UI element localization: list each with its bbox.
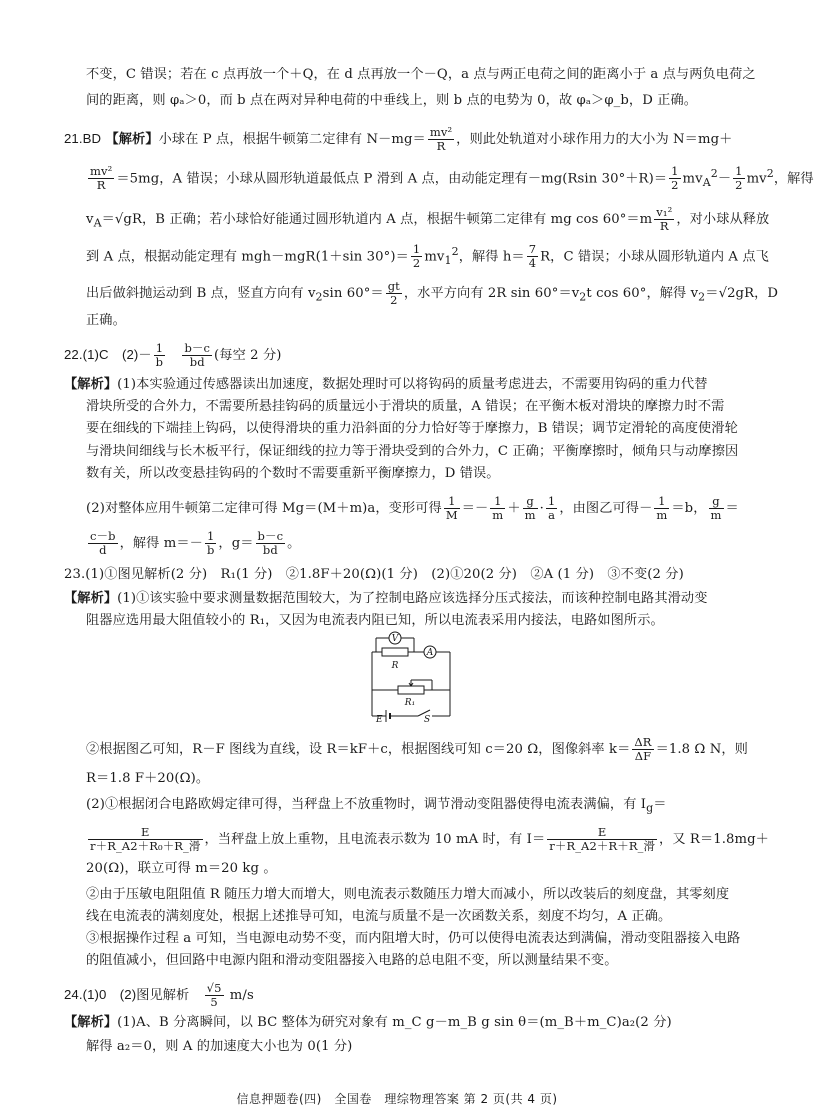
- text-span: ＝√2gR，D: [705, 286, 779, 301]
- fraction: $\frac{E}{\text{r＋R\_A2＋R₀＋R\_滑}}$: [90, 825, 201, 853]
- fraction: $\frac{1}{m}$: [492, 494, 504, 522]
- text-span: ·: [539, 501, 544, 516]
- text-line: 与滑块间细线与长木板平行，保证细线的拉力等于滑块受到的合外力，C 正确；平衡摩擦时，倾角只与动摩擦因: [86, 444, 739, 459]
- text-line: 20(Ω)，联立可得 m＝20 kg 。: [86, 861, 277, 876]
- text-line: [86, 826, 769, 853]
- fraction: $\frac{b-c}{bd}$: [184, 341, 211, 369]
- text-span: ＝1.8 Ω N，则: [655, 742, 748, 757]
- question-22-answer: 22.(1)C (2)－: [64, 347, 152, 362]
- text-line: 间的距离，则 φₐ＞0，而 b 点在两对异种电荷的中垂线上，则 b 点的电势为 0，故 φₐ＞φ_b，D 正确。: [86, 93, 698, 108]
- fraction: $\frac{E}{\text{r＋R\_A2＋R＋R\_滑}}$: [549, 825, 656, 853]
- text-line: [86, 736, 748, 763]
- fraction: $\frac{1}{a}$: [547, 494, 556, 522]
- text-span: ，解得: [773, 171, 814, 187]
- question-21-line: [64, 126, 732, 153]
- text-span: t cos 60°，解得 v: [586, 286, 699, 301]
- fraction: $\frac{1}{2}$: [412, 242, 421, 271]
- fraction: $\frac{1}{M}$: [445, 494, 458, 522]
- text-line: 到 A 点，根据动能定理有 mgh－mgR(1＋sin 30°)＝ $\frac{1}{2}$ $mv_1^2$，解得 h＝ $\frac{7}{4}$ R，C 错误；小球从圆形轨道内 A 点飞: [86, 242, 769, 271]
- text-span: ，又 R＝1.8mg＋: [659, 832, 769, 847]
- fraction: $\frac{1}{2}$: [671, 164, 679, 193]
- resistor-label: R: [391, 661, 399, 671]
- text-span: ，解得 m＝－: [119, 536, 203, 551]
- fraction: $\frac{\text{mv²}}{R}$: [90, 164, 113, 193]
- text-span: (1)本实验通过传感器读出加速度，数据处理时可以将钩码的质量考虑进去，不需要用钩码的重力代替: [117, 377, 708, 392]
- question-24-answer: 24.(1)0 (2)图见解析: [64, 987, 190, 1002]
- text-line: [64, 376, 708, 394]
- text-span: (1)A、B 分离瞬间，以 BC 整体为研究对象有 m_C g－m_B g sin θ＝(m_B＋m_C)a₂(2 分): [117, 1015, 672, 1030]
- fraction: $\frac{g}{m}$: [710, 494, 722, 522]
- text-span: v: [86, 212, 94, 227]
- text-line: 线在电流表的满刻度处，根据上述推导可知，电流与质量不是一次函数关系，刻度不均匀，A 正确。: [86, 909, 672, 924]
- text-line: 阻器应选用最大阻值较小的 R₁，又因为电流表内阻已知，所以电流表采用内接法，电路如图所示。: [86, 613, 664, 628]
- text-span: ＝: [653, 797, 667, 812]
- text-span: (2)对整体应用牛顿第二定律可得 Mg＝(M＋m)a，变形可得: [86, 501, 442, 516]
- text-span: ＝√gR，B 正确；若小球恰好能通过圆形轨道内 A 点，根据牛顿第二定律有 mg cos 60°＝m: [101, 212, 653, 227]
- fraction: $\frac{1}{b}$: [155, 341, 164, 369]
- text-span: ，g＝: [218, 536, 254, 551]
- switch-label: S: [424, 715, 431, 725]
- fraction: $\frac{\text{v₁²}}{R}$: [656, 205, 673, 233]
- text-span: 。: [287, 536, 301, 551]
- text-line: [64, 590, 708, 608]
- text-line: ③根据操作过程 a 可知，当电源电动势不变，而内阻增大时，仍可以使得电流表达到满偏，滑动变阻器接入电路: [86, 931, 741, 946]
- text-span: ＝b，: [671, 501, 707, 516]
- fraction: $\frac{gt}{2}$: [387, 279, 400, 307]
- fraction: $\frac{\text{mv²}}{R}$: [429, 125, 453, 153]
- text-span: 出后做斜抛运动到 B 点，竖直方向有 v: [86, 286, 316, 301]
- text-line: 不变，C 错误；若在 c 点再放一个＋Q，在 d 点再放一个－Q，a 点与两正电荷之间的距离小于 a 点与两负电荷之: [86, 67, 756, 82]
- text-line: ②由于压敏电阻阻值 R 随压力增大而增大，则电流表示数随压力增大而减小，所以改装后的刻度盘，其零刻度: [86, 887, 730, 902]
- text-line: 出后做斜抛运动到 B 点，竖直方向有 $v_2\sin$ 60°＝ $\frac{gt}{2}$ ，水平方向有 2R $\sin 60^\circ=v_2t$ cos 60°，解得 $v_2=√2gR$，D: [86, 279, 779, 307]
- page-footer: 信息押题卷(四) 全国卷 理综物理答案 第 2 页(共 4 页): [236, 1092, 558, 1106]
- fraction: $\frac{1}{2}$: [735, 164, 743, 193]
- circuit-diagram: [366, 630, 456, 725]
- fraction: $\frac{b-c}{bd}$: [257, 529, 284, 557]
- fraction: $\frac{\Delta R}{\Delta F}$: [634, 735, 652, 763]
- text-span: ＝5mg，A 错误；小球从圆形轨道最低点 P 滑到 A 点，由动能定理有－mg(Rsin 30°＋R)＝: [116, 171, 668, 187]
- text-span: 小球在 P 点，根据牛顿第二定律有 N－mg＝: [158, 132, 426, 147]
- question-21-answer: 21.BD: [64, 131, 102, 146]
- question-24-line: [64, 982, 254, 1009]
- text-span: m/s: [229, 988, 254, 1003]
- text-line: 要在细线的下端挂上钩码，以使得滑块的重力沿斜面的分力恰好等于摩擦力，B 错误；调节定滑轮的高度使滑轮: [86, 421, 738, 436]
- text-span: ＝－: [461, 501, 489, 516]
- text-span: (1)①该实验中要求测量数据范围较大，为了控制电路应该选择分压式接法，而该种控制电路其滑动变: [117, 591, 708, 606]
- ammeter-label: A: [426, 648, 434, 658]
- question-22-line: [64, 342, 281, 369]
- text-line: [86, 495, 739, 522]
- text-span: ，当秤盘上放上重物，且电流表示数为 10 mA 时，有 I＝: [204, 832, 546, 847]
- text-line: $\frac{\text{mv²}}{R}$ ＝5mg，A 错误；小球从圆形轨道最低点 P 滑到 A 点，由动能定理有－mg(Rsin 30°＋R)＝ $\frac{1}{2}$ $mv_A^2-$ $\frac{1}{2}$ $mv^2$，解得: [90, 164, 814, 193]
- text-span: ，水平方向有 2R sin 60°＝v: [403, 286, 580, 301]
- fraction: $\frac{g}{m}$: [524, 494, 536, 522]
- text-line: 解得 a₂＝0，则 A 的加速度大小也为 0(1 分): [86, 1039, 353, 1054]
- analysis-tag: 【解析】: [64, 591, 118, 606]
- fraction: $\frac{1}{m}$: [656, 494, 668, 522]
- voltmeter-label: V: [391, 634, 399, 644]
- text-span: ，则此处轨道对小球作用力的大小为 N＝mg＋: [456, 132, 733, 147]
- text-span: ，对小球从释放: [676, 212, 770, 227]
- text-span: mv: [424, 249, 445, 265]
- text-line: 数有关，所以改变悬挂钩码的个数时不需要重新平衡摩擦力，D 错误。: [86, 466, 500, 481]
- text-span: R，C 错误；小球从圆形轨道内 A 点飞: [540, 249, 769, 265]
- question-23-answer: 23.(1)①图见解析(2 分) R₁(1 分) ②1.8F＋20(Ω)(1 分) (2)①20(2 分) ②A (1 分) ③不变(2 分): [64, 567, 684, 582]
- text-line: 滑块所受的合外力，不需要所悬挂钩码的质量远小于滑块的质量，A 错误；在平衡木板对滑块的摩擦力时不需: [86, 399, 725, 414]
- text-line: [64, 1014, 672, 1032]
- text-span: ，解得 h＝: [458, 249, 525, 265]
- fraction: $\frac{7}{4}$: [528, 242, 537, 271]
- analysis-tag: 【解析】: [64, 1015, 118, 1030]
- source-label: E: [376, 715, 383, 725]
- text-span: mv: [682, 171, 703, 187]
- text-span: ＝: [725, 501, 739, 516]
- text-span: sin 60°＝: [322, 286, 384, 301]
- text-span: 到 A 点，根据动能定理有 mgh－mgR(1＋sin 30°)＝: [86, 249, 409, 265]
- text-line: $v_A=√gR$，B 正确；若小球恰好能通过圆形轨道内 A 点，根据牛顿第二定律有 mg cos 60°＝m $\frac{\text{v₁²}}{R}$ ，对小球从释放: [86, 205, 770, 233]
- text-line: [86, 530, 300, 557]
- text-line: 的阻值减小，但回路中电源内阻和滑动变阻器接入电路的总电阻不变，所以测量结果不变。: [86, 953, 618, 968]
- rheostat-label: R₁: [404, 698, 416, 708]
- fraction: $\frac{1}{b}$: [206, 529, 215, 557]
- text-line: 正确。: [86, 313, 126, 328]
- analysis-tag: 【解析】: [64, 377, 118, 392]
- fraction: $\frac{c-b}{d}$: [90, 529, 116, 557]
- text-span: ＋: [507, 501, 521, 516]
- text-line: (2)①根据闭合电路欧姆定律可得，当秤盘上不放重物时，调节滑动变阻器使得电流表满偏，有 $I_g=$: [86, 797, 667, 815]
- text-span: (2)①根据闭合电路欧姆定律可得，当秤盘上不放重物时，调节滑动变阻器使得电流表满偏，有 I: [86, 797, 647, 812]
- fraction: $\frac{√5}{5}$: [206, 981, 222, 1009]
- text-span: ，由图乙可得－: [559, 501, 653, 516]
- text-span: (每空 2 分): [214, 348, 282, 363]
- analysis-tag: 【解析】: [105, 132, 159, 147]
- text-line: R＝1.8 F＋20(Ω)。: [86, 771, 210, 786]
- text-span: ②根据图乙可知，R－F 图线为直线，设 R＝kF＋c，根据图线可知 c＝20 Ω，图像斜率 k＝: [86, 742, 631, 757]
